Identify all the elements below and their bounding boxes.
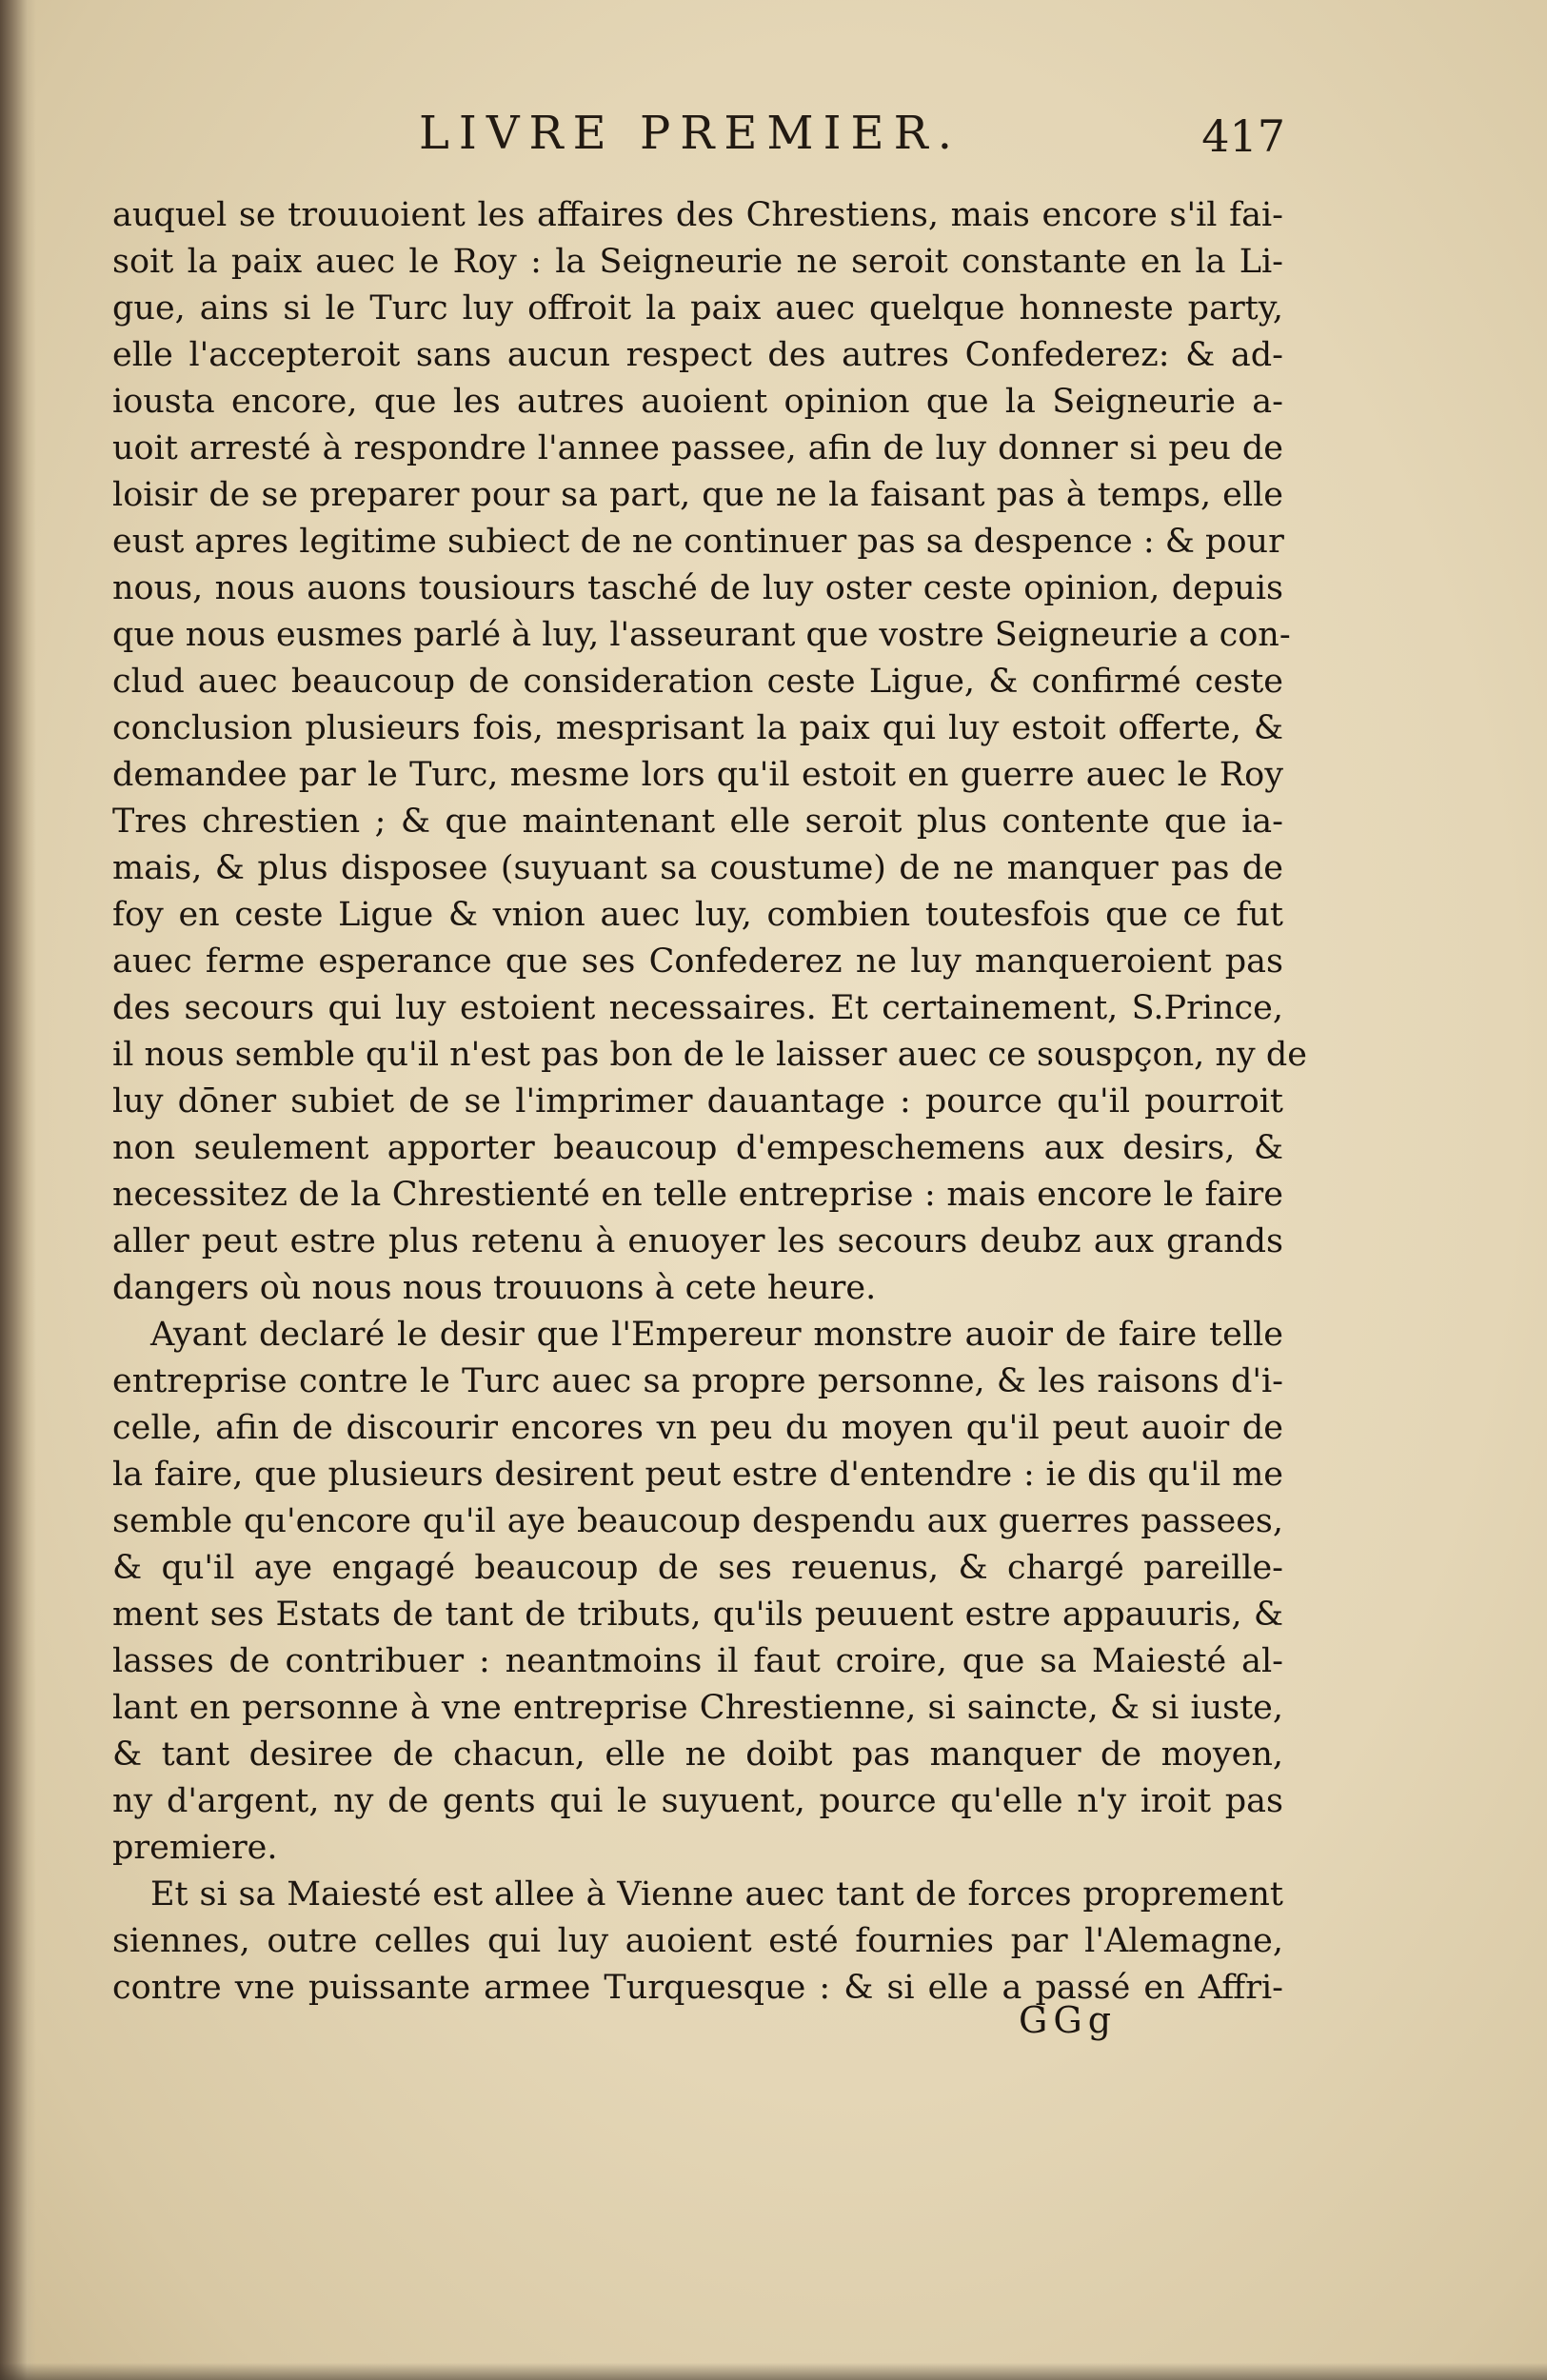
paragraph-start-line: Ayant declaré le desir que l'Empereur monstre auoir de faire telle — [150, 1316, 1283, 1354]
text-line: lasses de contribuer : neantmoins il faut croire, que sa Maiesté al- — [112, 1642, 1283, 1680]
body-text — [112, 192, 1307, 2012]
text-line: & qu'il aye engagé beaucoup de ses reuenus, & chargé pareille- — [112, 1549, 1283, 1587]
text-line: clud auec beaucoup de consideration ceste Ligue, & confirmé ceste — [112, 663, 1283, 701]
text-line: auquel se trouuoient les affaires des Chrestiens, mais encore s'il fai- — [112, 196, 1283, 234]
text-line: eust apres legitime subiect de ne continuer pas sa despence : & pour — [112, 523, 1284, 561]
text-line: la faire, que plusieurs desirent peut estre d'entendre : ie dis qu'il me — [112, 1456, 1283, 1494]
text-line: necessitez de la Chrestienté en telle entreprise : mais encore le faire — [112, 1176, 1283, 1214]
text-line: conclusion plusieurs fois, mesprisant la paix qui luy estoit offerte, & — [112, 709, 1283, 747]
text-line: iousta encore, que les autres auoient opinion que la Seigneurie a- — [112, 383, 1283, 421]
text-line: elle l'accepteroit sans aucun respect des autres Confederez: & ad- — [112, 336, 1283, 374]
text-line: lant en personne à vne entreprise Chrestienne, si saincte, & si iuste, — [112, 1689, 1283, 1727]
running-title: LIVRE PREMIER. — [419, 107, 962, 160]
text-line: il nous semble qu'il n'est pas bon de le laisser auec ce souspçon, ny de — [112, 1036, 1307, 1074]
text-line: soit la paix auec le Roy : la Seigneurie ne seroit constante en la Li- — [112, 243, 1283, 281]
page-number: 417 — [1201, 110, 1285, 162]
text-line: premiere. — [112, 1829, 278, 1867]
text-line: dangers où nous nous trouuons à cete heure. — [112, 1269, 877, 1307]
text-line: celle, afin de discourir encores vn peu du moyen qu'il peut auoir de — [112, 1409, 1283, 1447]
text-line: loisir de se preparer pour sa part, que ne la faisant pas à temps, elle — [112, 476, 1283, 514]
text-line: des secours qui luy estoient necessaires. Et certainement, S.Prince, — [112, 989, 1283, 1027]
text-line: non seulement apporter beaucoup d'empeschemens aux desirs, & — [112, 1129, 1283, 1167]
catchword-signature: GGg — [1019, 1999, 1118, 2041]
running-head — [114, 107, 1285, 164]
text-line: uoit arresté à respondre l'annee passee, afin de luy donner si peu de — [112, 429, 1283, 467]
text-line: luy dōner subiet de se l'imprimer dauantage : pource qu'il pourroit — [112, 1082, 1283, 1121]
text-line: siennes, outre celles qui luy auoient esté fournies par l'Alemagne, — [112, 1922, 1283, 1960]
text-line: gue, ains si le Turc luy offroit la paix auec quelque honneste party, — [112, 289, 1283, 327]
text-line: mais, & plus disposee (suyuant sa coustume) de ne manquer pas de — [112, 849, 1283, 887]
text-line: demandee par le Turc, mesme lors qu'il estoit en guerre auec le Roy — [112, 756, 1283, 794]
text-line: ny d'argent, ny de gents qui le suyuent, pource qu'elle n'y iroit pas — [112, 1782, 1283, 1820]
text-line: auec ferme esperance que ses Confederez ne luy manqueroient pas — [112, 942, 1283, 981]
text-line: Tres chrestien ; & que maintenant elle seroit plus contente que ia- — [112, 803, 1283, 841]
page-bottom-shadow — [0, 2363, 1547, 2380]
spine-shadow — [0, 0, 36, 2380]
paragraph-start-line: Et si sa Maiesté est allee à Vienne auec tant de forces proprement — [150, 1875, 1283, 1914]
text-line: que nous eusmes parlé à luy, l'asseurant que vostre Seigneurie a con- — [112, 616, 1291, 654]
text-line: nous, nous auons tousiours tasché de luy oster ceste opinion, depuis — [112, 569, 1283, 607]
text-line: semble qu'encore qu'il aye beaucoup despendu aux guerres passees, — [112, 1502, 1283, 1540]
text-line: entreprise contre le Turc auec sa propre personne, & les raisons d'i- — [112, 1362, 1283, 1400]
text-line: aller peut estre plus retenu à enuoyer les secours deubz aux grands — [112, 1222, 1283, 1260]
text-line: foy en ceste Ligue & vnion auec luy, combien toutesfois que ce fut — [112, 896, 1283, 934]
text-line: ment ses Estats de tant de tributs, qu'ils peuuent estre appauuris, & — [112, 1596, 1283, 1634]
text-line: & tant desiree de chacun, elle ne doibt pas manquer de moyen, — [112, 1735, 1283, 1774]
text-line: contre vne puissante armee Turquesque : & si elle a passé en Affri- — [112, 1969, 1283, 2007]
